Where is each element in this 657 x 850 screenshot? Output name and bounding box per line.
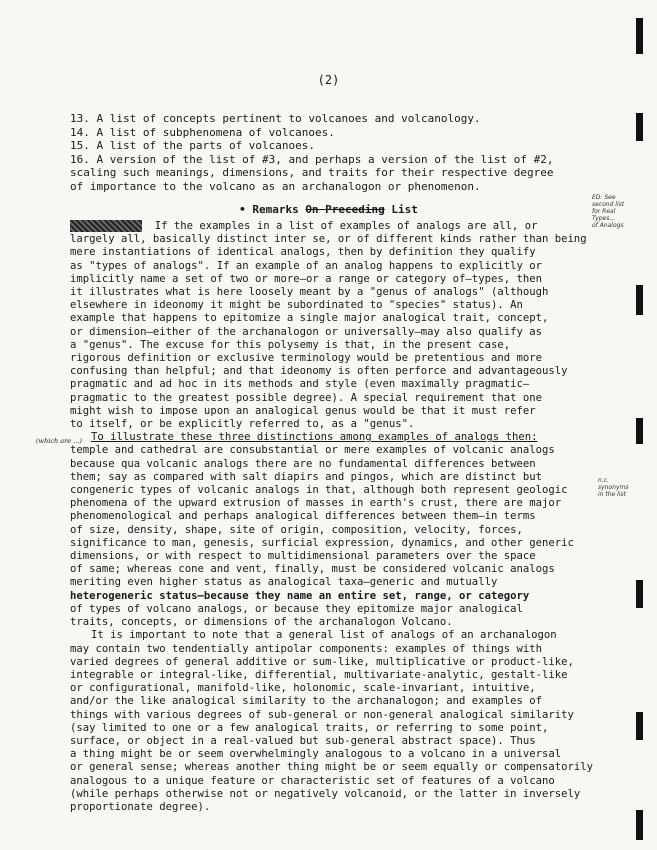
text-line: mere instantiations of identical analogs, then by definition they qualify bbox=[70, 246, 536, 259]
text-line: To illustrate these three distinctions among examples of analogs then: bbox=[91, 431, 538, 444]
edge-mark bbox=[636, 113, 643, 141]
section-heading: • Remarks On Preceding List bbox=[239, 203, 418, 216]
edge-mark bbox=[636, 712, 643, 740]
text-line: phenomena of the upward extrusion of masses in earth's crust, there are major bbox=[70, 497, 562, 510]
handwritten-note: (which are ...) bbox=[36, 437, 82, 445]
list-item: 13. A list of concepts pertinent to volcanoes and volcanology. bbox=[70, 112, 481, 125]
text-line: or general sense; whereas another thing might be or seem equally or compensatorily bbox=[70, 761, 593, 774]
text-line: implicitly name a set of two or more—or a range or category of—types, then bbox=[70, 272, 542, 285]
edge-mark bbox=[636, 418, 643, 444]
list-item: 16. A version of the list of #3, and perhaps a version of the list of #2, bbox=[70, 152, 554, 166]
margin-note-mid: n.c. synonyms in the list bbox=[598, 477, 629, 498]
list-item: 15. A list of the parts of volcanoes. bbox=[70, 139, 316, 153]
page-number: (2) bbox=[317, 73, 340, 87]
text-line: might wish to impose upon an analogical genus would be that it must refer bbox=[70, 404, 536, 417]
text-line: confusing than helpful; and that ideonomy is often perforce and advantageously bbox=[70, 365, 568, 378]
text-line: analogous to a unique feature or characteristic set of features of a volcano bbox=[70, 774, 555, 787]
text-line: (while perhaps otherwise not or negatively volcanoid, or the latter in inversely bbox=[70, 787, 581, 800]
text-line: because qua volcanic analogs there are no fundamental differences between bbox=[70, 457, 536, 470]
text-line: (say limited to one or a few analogical traits, or referring to some point, bbox=[70, 721, 549, 734]
text-line: it illustrates what is here loosely meant by a "genus of analogs" (although bbox=[70, 286, 549, 299]
text-line: as "types of analogs". If an example of an analog happens to explicitly or bbox=[70, 259, 542, 272]
text-line: to itself, or be explicitly referred to, as a "genus". bbox=[70, 418, 415, 431]
text-line: a thing might be or seem overwhelmingly analogous to a volcano in a universal bbox=[70, 748, 562, 761]
text-line: surface, or object in a real-valued but sub-general abstract space). Thus bbox=[70, 734, 536, 747]
text-line: and/or the like analogical similarity to the archanalogon; and examples of bbox=[70, 695, 542, 708]
text-line: pragmatic and ad hoc in its methods and style (even maximally pragmatic— bbox=[70, 378, 530, 391]
text-line: a "genus". The excuse for this polysemy is that, in the present case, bbox=[70, 338, 511, 351]
text-line: It is important to note that a general list of analogs of an archanalogon bbox=[91, 629, 557, 642]
text-line: temple and cathedral are consubstantial or mere examples of volcanic analogs bbox=[70, 444, 555, 457]
list-item-continuation: of importance to the volcano as an archanalogon or phenomenon. bbox=[70, 179, 481, 193]
text-line: proportionate degree). bbox=[70, 800, 211, 813]
text-line: traits, concepts, or dimensions of the archanalogon Volcano. bbox=[70, 616, 453, 629]
text-line: phenomenological and perhaps analogical differences between them—in terms bbox=[70, 510, 536, 523]
heading-prefix: Remarks bbox=[252, 203, 299, 216]
text-line: example that happens to epitomize a single major analogical trait, concept, bbox=[70, 312, 549, 325]
text-line: pragmatic to the greatest possible degree). A special requirement that one bbox=[70, 391, 542, 404]
text-line: dimensions, or with respect to multidimensional parameters over the space bbox=[70, 550, 536, 563]
text-line: heterogeneric status—because they name an entire set, range, or category bbox=[70, 589, 530, 602]
numbered-list bbox=[70, 112, 554, 194]
text-line: largely all, basically distinct inter se, or of different kinds rather than being bbox=[70, 233, 587, 246]
text-line: or configurational, manifold-like, holonomic, scale-invariant, intuitive, bbox=[70, 682, 536, 695]
list-item: 14. A list of subphenomena of volcanoes. bbox=[70, 125, 335, 139]
text-line: integrable or integral-like, differential, multivariate-analytic, gestalt-like bbox=[70, 668, 568, 681]
text-line: of types of volcano analogs, or because they epitomize major analogical bbox=[70, 602, 523, 615]
text-line: things with various degrees of sub-general or non-general analogical similarity bbox=[70, 708, 574, 721]
text-line: varied degrees of general additive or sum-like, multiplicative or product-like, bbox=[70, 655, 574, 668]
text-line: of same; whereas cone and vent, finally, must be considered volcanic analogs bbox=[70, 563, 555, 576]
text-line: may contain two tendentially antipolar components: examples of things with bbox=[70, 642, 542, 655]
text-line: them; say as compared with salt diapirs and pingos, which are distinct but bbox=[70, 470, 542, 483]
heading-suffix: List bbox=[391, 203, 418, 216]
edge-mark bbox=[636, 580, 643, 608]
redaction-blot bbox=[70, 220, 142, 232]
heading-struck: On Preceding bbox=[305, 203, 385, 216]
text-line: or dimension—either of the archanalogon or universally—may also qualify as bbox=[70, 325, 542, 338]
text-line: of size, density, shape, site of origin, composition, velocity, forces, bbox=[70, 523, 523, 536]
text-line: If the examples in a list of examples of analogs are all, or bbox=[70, 220, 560, 233]
list-item-continuation: scaling such meanings, dimensions, and traits for their respective degree bbox=[70, 166, 554, 180]
text-line: significance to man, genesis, surficial expression, dynamics, and other generic bbox=[70, 536, 574, 549]
text-line: congeneric types of volcanic analogs in that, although both represent geologic bbox=[70, 484, 568, 497]
edge-mark bbox=[636, 810, 643, 840]
text-line: meriting even higher status as analogical taxa—generic and mutually bbox=[70, 576, 498, 589]
body-text bbox=[70, 220, 593, 814]
edge-mark bbox=[636, 285, 643, 315]
edge-mark bbox=[636, 18, 643, 54]
margin-note-top: ED: See second list for Real Types... of Analogs bbox=[592, 194, 625, 229]
text-line: rigorous definition or exclusive terminology would be pretentious and more bbox=[70, 352, 542, 365]
text-line: elsewhere in ideonomy it might be subordinated to "species" status). An bbox=[70, 299, 523, 312]
